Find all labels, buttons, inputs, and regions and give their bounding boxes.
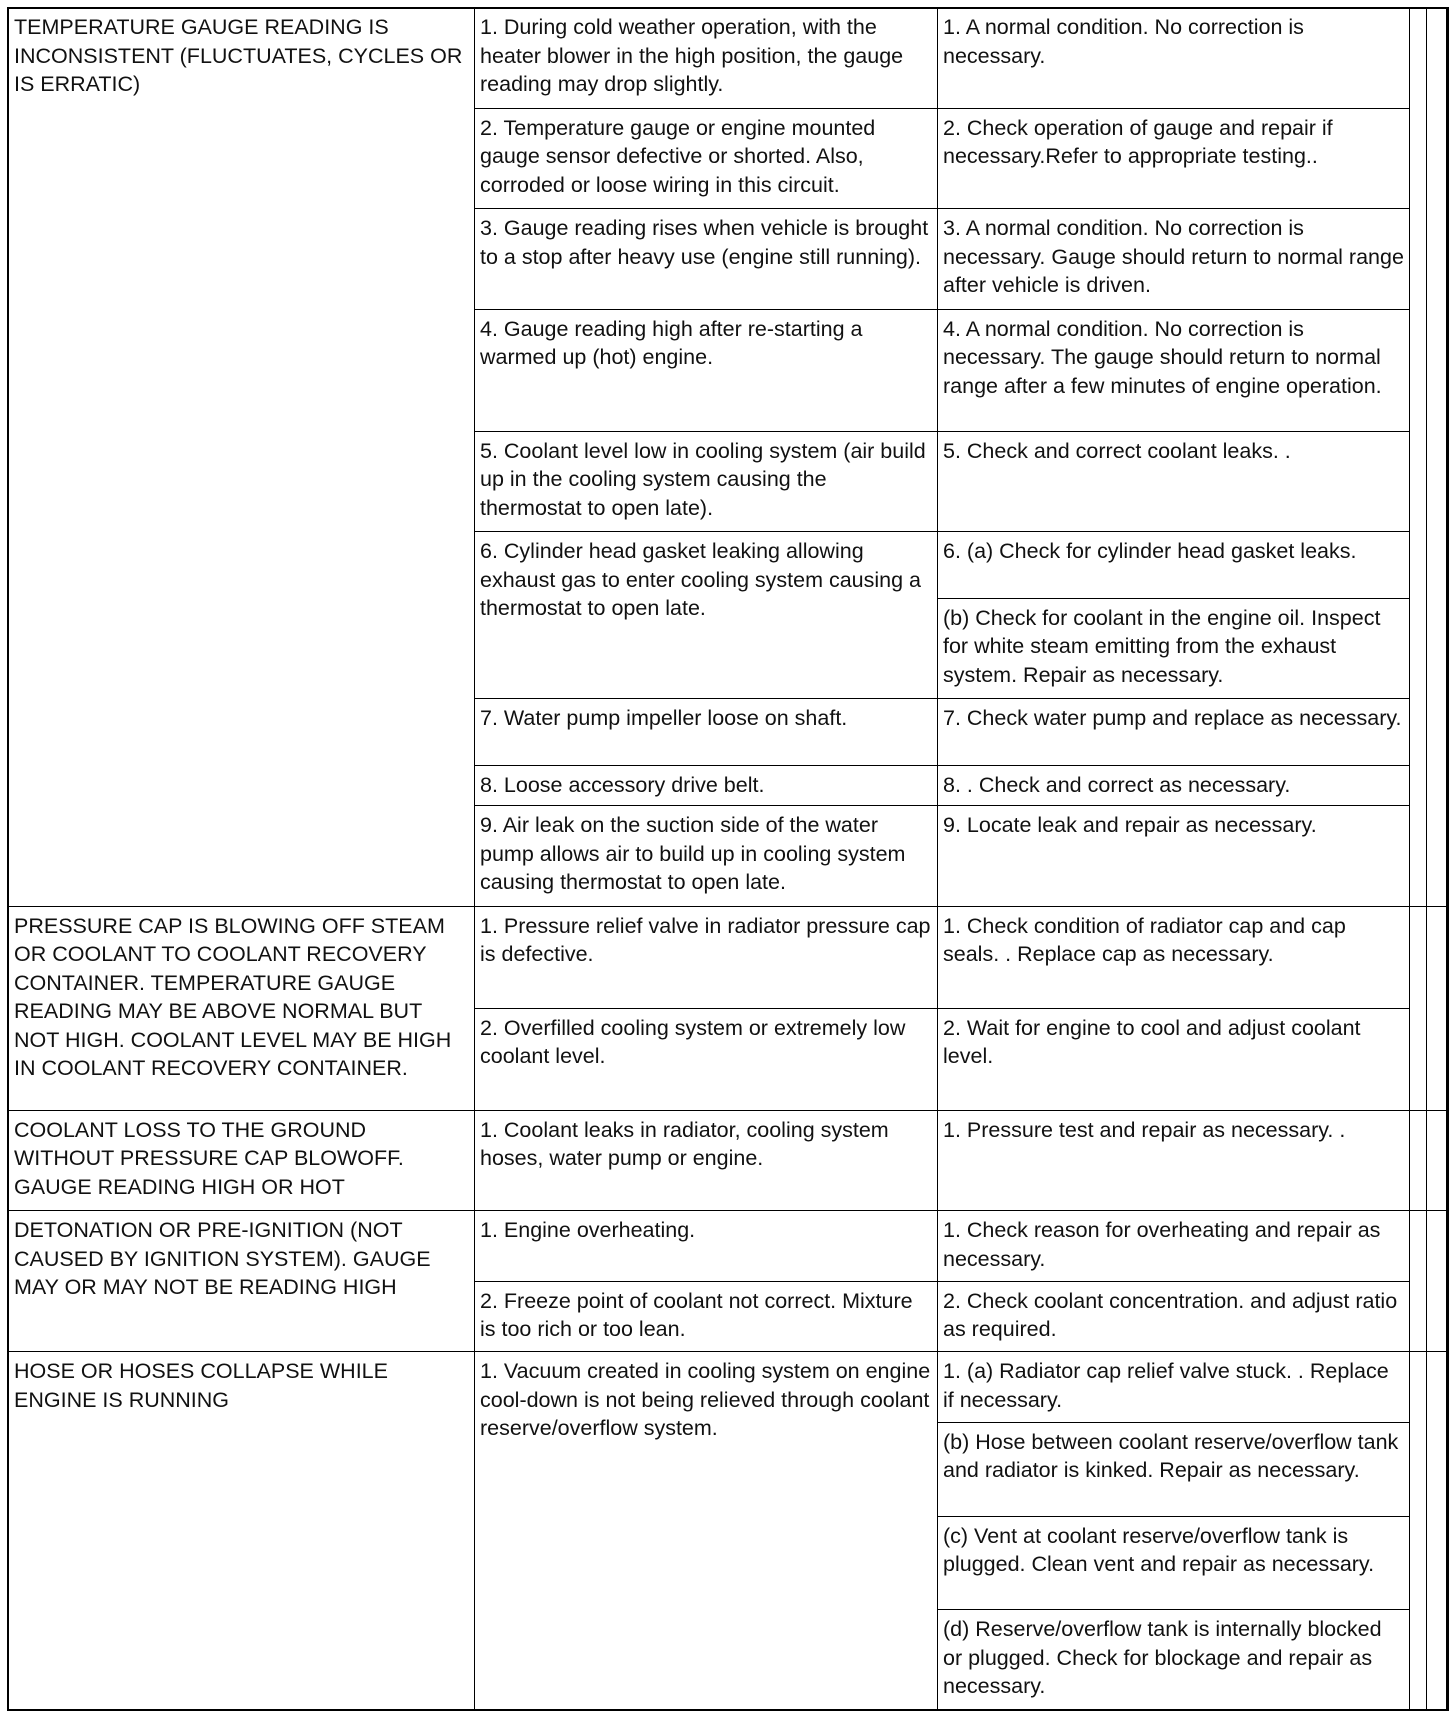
condition-cell: COOLANT LOSS TO THE GROUND WITHOUT PRESSURE CAP BLOWOFF. GAUGE READING HIGH OR HOT	[8, 1110, 475, 1211]
cause-cell: 9. Air leak on the suction side of the water pump allows air to build up in cooling system causing thermostat to open late.	[475, 806, 938, 907]
correction-cell: (c) Vent at coolant reserve/overflow tank is plugged. Clean vent and repair as necessary.	[938, 1516, 1410, 1610]
cause-cell: 1. Engine overheating.	[475, 1211, 938, 1282]
cause-cell: 6. Cylinder head gasket leaking allowing exhaust gas to enter cooling system causing a thermostat to open late.	[475, 532, 938, 699]
cause-cell: 7. Water pump impeller loose on shaft.	[475, 699, 938, 765]
correction-cell: 2. Check operation of gauge and repair if necessary.Refer to appropriate testing..	[938, 108, 1410, 209]
correction-cell: 2. Check coolant concentration. and adjust ratio as required.	[938, 1281, 1410, 1352]
cause-cell: 1. Vacuum created in cooling system on engine cool-down is not being relieved through coolant reserve/overflow system.	[475, 1352, 938, 1711]
correction-cell: 6. (a) Check for cylinder head gasket leaks.	[938, 532, 1410, 598]
correction-cell: 9. Locate leak and repair as necessary.	[938, 806, 1410, 907]
correction-cell: 1. Check reason for overheating and repair as necessary.	[938, 1211, 1410, 1282]
correction-cell: (b) Check for coolant in the engine oil. Inspect for white steam emitting from the exhaust system. Repair as necessary.	[938, 598, 1410, 699]
cause-cell: 1. Coolant leaks in radiator, cooling system hoses, water pump or engine.	[475, 1110, 938, 1211]
cause-cell: 3. Gauge reading rises when vehicle is brought to a stop after heavy use (engine still running).	[475, 209, 938, 310]
correction-cell: 8. . Check and correct as necessary.	[938, 765, 1410, 806]
correction-cell: 1. A normal condition. No correction is necessary.	[938, 8, 1410, 109]
cause-cell: 4. Gauge reading high after re-starting a warmed up (hot) engine.	[475, 309, 938, 431]
correction-cell: 7. Check water pump and replace as necessary.	[938, 699, 1410, 765]
cause-cell: 1. During cold weather operation, with the heater blower in the high position, the gauge reading may drop slightly.	[475, 8, 938, 109]
cause-cell: 5. Coolant level low in cooling system (air build up in the cooling system causing the thermostat to open late).	[475, 431, 938, 532]
cause-cell: 2. Temperature gauge or engine mounted gauge sensor defective or shorted. Also, corroded or loose wiring in this circuit.	[475, 108, 938, 209]
page-frame	[7, 7, 1448, 1711]
condition-cell: PRESSURE CAP IS BLOWING OFF STEAM OR COOLANT TO COOLANT RECOVERY CONTAINER. TEMPERATURE GAUGE READING MAY BE ABOVE NORMAL BUT NOT HIGH. COOLANT LEVEL MAY BE HIGH IN COOLANT RECOVERY CONTAINER.	[8, 906, 475, 1110]
cause-cell: 8. Loose accessory drive belt.	[475, 765, 938, 806]
cause-cell: 2. Overfilled cooling system or extremely low coolant level.	[475, 1008, 938, 1110]
correction-cell: 1. (a) Radiator cap relief valve stuck. . Replace if necessary.	[938, 1352, 1410, 1423]
correction-cell: 5. Check and correct coolant leaks. .	[938, 431, 1410, 532]
cause-cell: 2. Freeze point of coolant not correct. Mixture is too rich or too lean.	[475, 1281, 938, 1352]
correction-cell: 1. Pressure test and repair as necessary. .	[938, 1110, 1410, 1211]
condition-cell: DETONATION OR PRE-IGNITION (NOT CAUSED BY IGNITION SYSTEM). GAUGE MAY OR MAY NOT BE READING HIGH	[8, 1211, 475, 1352]
correction-cell: 3. A normal condition. No correction is necessary. Gauge should return to normal range after vehicle is driven.	[938, 209, 1410, 310]
cause-cell: 1. Pressure relief valve in radiator pressure cap is defective.	[475, 906, 938, 1008]
correction-cell: 4. A normal condition. No correction is necessary. The gauge should return to normal range after a few minutes of engine operation.	[938, 309, 1410, 431]
correction-cell: 2. Wait for engine to cool and adjust coolant level.	[938, 1008, 1410, 1110]
correction-cell: (d) Reserve/overflow tank is internally blocked or plugged. Check for blockage and repair as necessary.	[938, 1610, 1410, 1711]
correction-cell: (b) Hose between coolant reserve/overflow tank and radiator is kinked. Repair as necessary.	[938, 1422, 1410, 1516]
correction-cell: 1. Check condition of radiator cap and cap seals. . Replace cap as necessary.	[938, 906, 1410, 1008]
condition-cell: HOSE OR HOSES COLLAPSE WHILE ENGINE IS RUNNING	[8, 1352, 475, 1711]
condition-cell: TEMPERATURE GAUGE READING IS INCONSISTENT (FLUCTUATES, CYCLES OR IS ERRATIC)	[8, 8, 475, 907]
